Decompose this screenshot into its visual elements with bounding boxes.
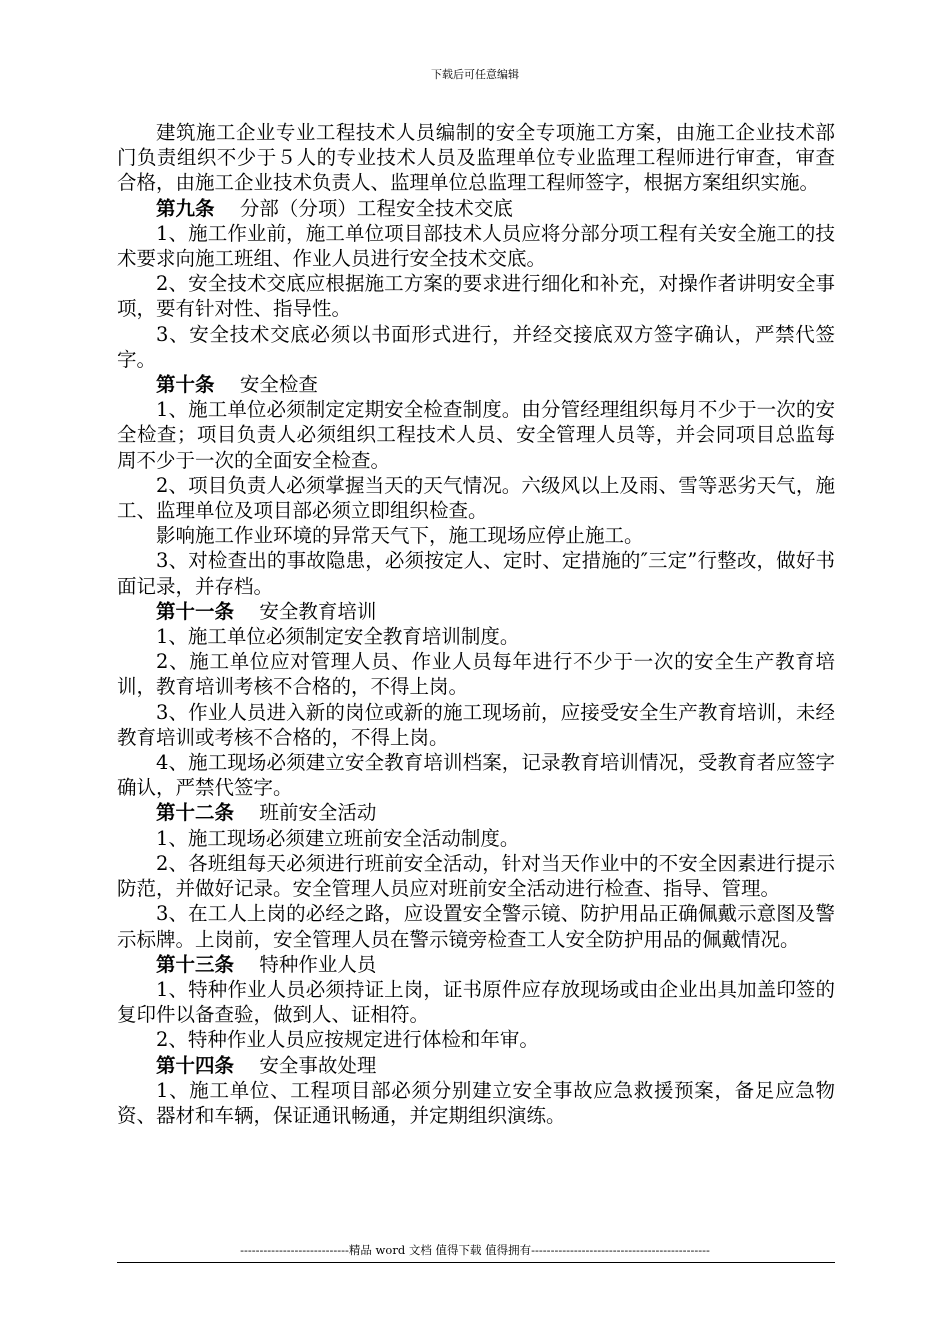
document-body [117, 120, 835, 1128]
article-number: 第十条 [156, 373, 215, 397]
article-heading [117, 196, 835, 221]
article-title: 安全事故处理 [259, 1053, 377, 1077]
article-heading [117, 800, 835, 825]
article-title: 安全检查 [239, 373, 318, 397]
article-heading [117, 372, 835, 397]
body-paragraph: 影响施工作业环境的异常天气下，施工现场应停止施工。 [156, 524, 644, 548]
article-heading [117, 599, 835, 624]
body-paragraph: 3、在工人上岗的必经之路，应设置安全警示镜、防护用品正确佩戴示意图及警示标牌。上岗前，安全管理人员在警示镜旁检查工人安全防护用品的佩戴情况。 [117, 902, 835, 951]
article-title: 特种作业人员 [259, 952, 377, 976]
article-number: 第九条 [156, 196, 215, 220]
article-number: 第十三条 [156, 952, 235, 976]
article-number: 第十四条 [156, 1053, 235, 1077]
article-title: 班前安全活动 [259, 801, 377, 825]
body-paragraph: 1、施工现场必须建立班前安全活动制度。 [156, 826, 520, 850]
article-title: 安全教育培训 [259, 599, 377, 623]
body-paragraph: 1、施工作业前，施工单位项目部技术人员应将分部分项工程有关安全施工的技术要求向施工班组、作业人员进行安全技术交底。 [117, 221, 835, 271]
body-paragraph: 2、特种作业人员应按规定进行体检和年审。 [156, 1028, 539, 1052]
body-paragraph: 建筑施工企业专业工程技术人员编制的安全专项施工方案，由施工企业技术部门负责组织不少于５人的专业技术人员及监理单位专业监理工程师进行审查，审查合格，由施工企业技术负责人、监理单位总监理工程师签字，根据方案组织实施。 [117, 121, 835, 195]
body-paragraph: 2、施工单位应对管理人员、作业人员每年进行不少于一次的安全生产教育培训，教育培训考核不合格的，不得上岗。 [117, 650, 835, 699]
body-paragraph: 2、项目负责人必须掌握当天的天气情况。六级风以上及雨、雪等恶劣天气，施工、监理单位及项目部必须立即组织检查。 [117, 473, 835, 523]
body-paragraph: 1、特种作业人员必须持证上岗，证书原件应存放现场或由企业出具加盖印签的复印件以备查验，做到人、证相符。 [117, 977, 835, 1027]
page-header: 下载后可任意编辑 [431, 68, 519, 81]
page-footer: ----------------------------精品 word 文档 值得下载 值得拥有---------------------------------------------- [240, 1243, 710, 1257]
body-paragraph: 3、作业人员进入新的岗位或新的施工现场前，应接受安全生产教育培训，未经教育培训或考核不合格的，不得上岗。 [117, 700, 835, 749]
body-paragraph: 1、施工单位必须制定安全教育培训制度。 [156, 625, 520, 649]
footer-rule [117, 1262, 835, 1263]
article-heading [117, 1053, 835, 1078]
body-paragraph: 3、安全技术交底必须以书面形式进行，并经交接底双方签字确认，严禁代签字。 [117, 322, 835, 371]
article-number: 第十二条 [156, 801, 235, 825]
article-title: 分部（分项）工程安全技术交底 [239, 196, 513, 220]
body-paragraph: 2、各班组每天必须进行班前安全活动，针对当天作业中的不安全因素进行提示防范，并做好记录。安全管理人员应对班前安全活动进行检查、指导、管理。 [117, 851, 835, 901]
body-paragraph: 1、施工单位必须制定定期安全检查制度。由分管经理组织每月不少于一次的安全检查；项目负责人必须组织工程技术人员、安全管理人员等，并会同项目总监每周不少于一次的全面安全检查。 [117, 398, 835, 472]
article-number: 第十一条 [156, 599, 235, 623]
article-heading [117, 952, 835, 977]
body-paragraph: 4、施工现场必须建立安全教育培训档案，记录教育培训情况，受教育者应签字确认，严禁代签字。 [117, 751, 835, 800]
body-paragraph: 3、对检查出的事故隐患，必须按定人、定时、定措施的″三定”行整改，做好书面记录，并存档。 [117, 549, 835, 598]
body-paragraph: 2、安全技术交底应根据施工方案的要求进行细化和补充，对操作者讲明安全事项，要有针对性、指导性。 [117, 272, 835, 321]
body-paragraph: 1、施工单位、工程项目部必须分别建立安全事故应急救援预案，备足应急物资、器材和车辆，保证通讯畅通，并定期组织演练。 [117, 1078, 835, 1127]
